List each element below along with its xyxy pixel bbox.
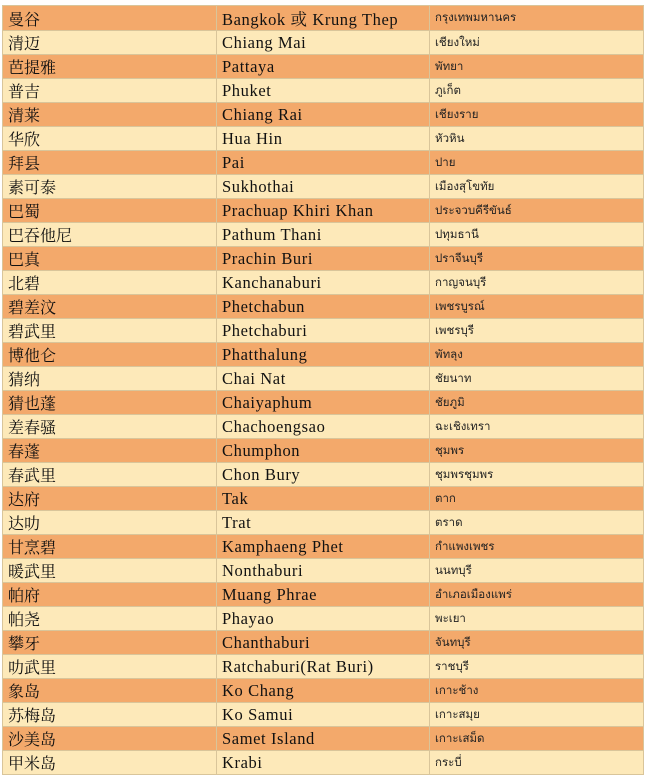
chinese-name-cell: 叻武里: [3, 655, 217, 679]
table-row: [3, 247, 644, 271]
english-name-cell: Kamphaeng Phet: [217, 535, 430, 559]
thai-name-cell: กรุงเทพมหานคร: [430, 6, 644, 31]
chinese-name-cell: 碧差汶: [3, 295, 217, 319]
thai-name-cell: กระบี่: [430, 751, 644, 775]
thai-name-cell: ปาย: [430, 151, 644, 175]
english-name-cell: Hua Hin: [217, 127, 430, 151]
thai-name-cell: ตาก: [430, 487, 644, 511]
table-row: [3, 487, 644, 511]
thai-name-cell: เกาะช้าง: [430, 679, 644, 703]
english-name-cell: Chiang Mai: [217, 31, 430, 55]
chinese-name-cell: 博他仑: [3, 343, 217, 367]
table-row: [3, 631, 644, 655]
english-name-cell: Chumphon: [217, 439, 430, 463]
english-name-cell: Phatthalung: [217, 343, 430, 367]
table-row: [3, 151, 644, 175]
table-row: [3, 607, 644, 631]
chinese-name-cell: 苏梅岛: [3, 703, 217, 727]
chinese-name-cell: 曼谷: [3, 6, 217, 31]
table-row: [3, 511, 644, 535]
chinese-name-cell: 猜也蓬: [3, 391, 217, 415]
english-name-cell: Phuket: [217, 79, 430, 103]
english-name-cell: Trat: [217, 511, 430, 535]
english-name-cell: Bangkok 或 Krung Thep: [217, 6, 430, 31]
chinese-name-cell: 素可泰: [3, 175, 217, 199]
table-row: [3, 31, 644, 55]
thai-name-cell: ชัยภูมิ: [430, 391, 644, 415]
chinese-name-cell: 巴真: [3, 247, 217, 271]
chinese-name-cell: 暖武里: [3, 559, 217, 583]
chinese-name-cell: 清莱: [3, 103, 217, 127]
thai-name-cell: ชุมพรชุมพร: [430, 463, 644, 487]
table-row: [3, 703, 644, 727]
english-name-cell: Tak: [217, 487, 430, 511]
english-name-cell: Chiang Rai: [217, 103, 430, 127]
chinese-name-cell: 甘烹碧: [3, 535, 217, 559]
chinese-name-cell: 北碧: [3, 271, 217, 295]
table-row: [3, 319, 644, 343]
chinese-name-cell: 碧武里: [3, 319, 217, 343]
table-row: [3, 583, 644, 607]
table-row: [3, 559, 644, 583]
thai-name-cell: ประจวบคีรีขันธ์: [430, 199, 644, 223]
table-row: [3, 727, 644, 751]
chinese-name-cell: 帕府: [3, 583, 217, 607]
thai-name-cell: เชียงใหม่: [430, 31, 644, 55]
table-row: [3, 271, 644, 295]
thai-name-cell: ภูเก็ต: [430, 79, 644, 103]
chinese-name-cell: 达叻: [3, 511, 217, 535]
chinese-name-cell: 差春骚: [3, 415, 217, 439]
english-name-cell: Chaiyaphum: [217, 391, 430, 415]
thai-name-cell: เมืองสุโขทัย: [430, 175, 644, 199]
thai-name-cell: ชุมพร: [430, 439, 644, 463]
thai-name-cell: พัทยา: [430, 55, 644, 79]
table-row: [3, 6, 644, 31]
table-row: [3, 415, 644, 439]
thai-name-cell: ปราจีนบุรี: [430, 247, 644, 271]
english-name-cell: Ratchaburi(Rat Buri): [217, 655, 430, 679]
table-row: [3, 55, 644, 79]
chinese-name-cell: 芭提雅: [3, 55, 217, 79]
thai-name-cell: พะเยา: [430, 607, 644, 631]
chinese-name-cell: 巴吞他尼: [3, 223, 217, 247]
thai-name-cell: กาญจนบุรี: [430, 271, 644, 295]
english-name-cell: Kanchanaburi: [217, 271, 430, 295]
chinese-name-cell: 春武里: [3, 463, 217, 487]
english-name-cell: Krabi: [217, 751, 430, 775]
chinese-name-cell: 华欣: [3, 127, 217, 151]
thai-name-cell: ชัยนาท: [430, 367, 644, 391]
thai-name-cell: เกาะสมุย: [430, 703, 644, 727]
chinese-name-cell: 清迈: [3, 31, 217, 55]
table-row: [3, 439, 644, 463]
english-name-cell: Chai Nat: [217, 367, 430, 391]
table-row: [3, 199, 644, 223]
thai-name-cell: เพชรบุรี: [430, 319, 644, 343]
english-name-cell: Chon Bury: [217, 463, 430, 487]
table-row: [3, 295, 644, 319]
table-row: [3, 463, 644, 487]
english-name-cell: Muang Phrae: [217, 583, 430, 607]
table-row: [3, 535, 644, 559]
english-name-cell: Prachuap Khiri Khan: [217, 199, 430, 223]
thai-name-cell: ปทุมธานี: [430, 223, 644, 247]
thai-name-cell: หัวหิน: [430, 127, 644, 151]
table-row: [3, 367, 644, 391]
english-name-cell: Pathum Thani: [217, 223, 430, 247]
table-row: [3, 223, 644, 247]
chinese-name-cell: 拜县: [3, 151, 217, 175]
table-row: [3, 103, 644, 127]
table-row: [3, 391, 644, 415]
english-name-cell: Samet Island: [217, 727, 430, 751]
english-name-cell: Nonthaburi: [217, 559, 430, 583]
table-row: [3, 175, 644, 199]
chinese-name-cell: 猜纳: [3, 367, 217, 391]
english-name-cell: Phetchabun: [217, 295, 430, 319]
thai-name-cell: นนทบุรี: [430, 559, 644, 583]
thai-name-cell: ตราด: [430, 511, 644, 535]
thai-name-cell: ราชบุรี: [430, 655, 644, 679]
thai-name-cell: จันทบุรี: [430, 631, 644, 655]
english-name-cell: Sukhothai: [217, 175, 430, 199]
table-row: [3, 679, 644, 703]
table-row: [3, 127, 644, 151]
thai-name-cell: กำแพงเพชร: [430, 535, 644, 559]
english-name-cell: Ko Samui: [217, 703, 430, 727]
english-name-cell: Pattaya: [217, 55, 430, 79]
english-name-cell: Pai: [217, 151, 430, 175]
english-name-cell: Ko Chang: [217, 679, 430, 703]
table-row: [3, 655, 644, 679]
chinese-name-cell: 春蓬: [3, 439, 217, 463]
thai-name-cell: พัทลุง: [430, 343, 644, 367]
chinese-name-cell: 达府: [3, 487, 217, 511]
thai-name-cell: เพชรบูรณ์: [430, 295, 644, 319]
english-name-cell: Phetchaburi: [217, 319, 430, 343]
table-body: [3, 6, 644, 775]
chinese-name-cell: 象岛: [3, 679, 217, 703]
table-row: [3, 751, 644, 775]
thai-name-cell: ฉะเชิงเทรา: [430, 415, 644, 439]
chinese-name-cell: 帕尧: [3, 607, 217, 631]
chinese-name-cell: 甲米岛: [3, 751, 217, 775]
place-name-table: [2, 5, 644, 775]
thai-name-cell: เกาะเสม็ด: [430, 727, 644, 751]
chinese-name-cell: 攀牙: [3, 631, 217, 655]
chinese-name-cell: 普吉: [3, 79, 217, 103]
english-name-cell: Chachoengsao: [217, 415, 430, 439]
chinese-name-cell: 巴蜀: [3, 199, 217, 223]
english-name-cell: Phayao: [217, 607, 430, 631]
thai-name-cell: อำเภอเมืองแพร่: [430, 583, 644, 607]
thai-name-cell: เชียงราย: [430, 103, 644, 127]
chinese-name-cell: 沙美岛: [3, 727, 217, 751]
english-name-cell: Chanthaburi: [217, 631, 430, 655]
table-row: [3, 79, 644, 103]
table-row: [3, 343, 644, 367]
english-name-cell: Prachin Buri: [217, 247, 430, 271]
